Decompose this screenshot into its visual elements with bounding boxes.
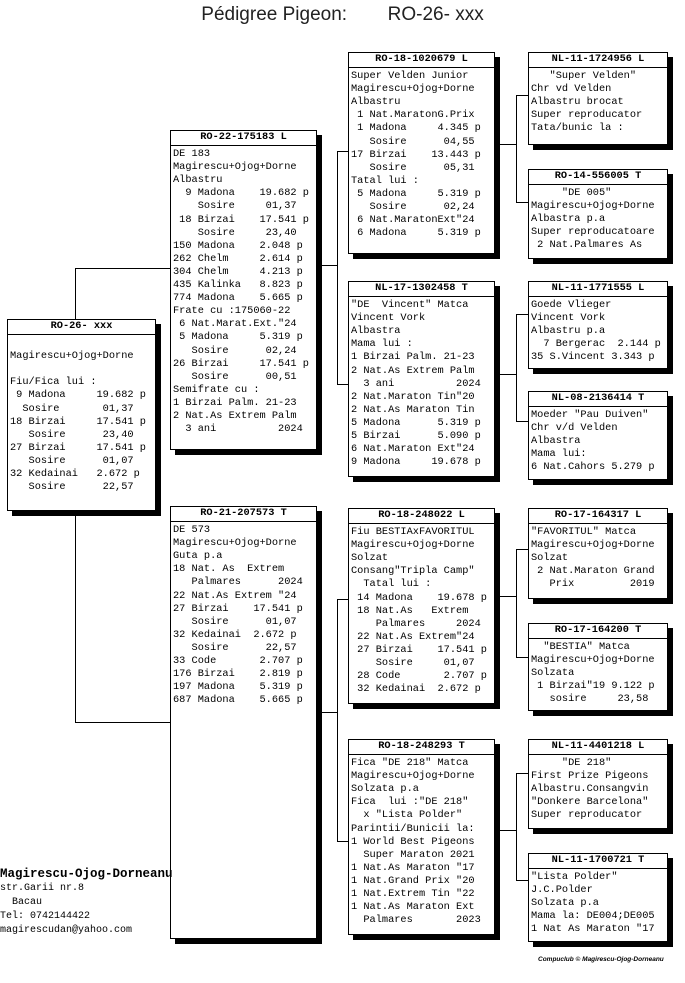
connector: [75, 268, 171, 269]
dam-dam-card: [348, 739, 495, 935]
card-line: 262 Chelm 2.614 p: [173, 252, 303, 265]
card-line: "DE 218": [531, 757, 612, 770]
connector: [516, 773, 517, 880]
card-line: 32 Kedainai 2.672 p: [10, 468, 140, 481]
card-line: Sosire 02,24: [351, 201, 475, 214]
sss-card: [528, 52, 668, 145]
ring-number: NL-08-2136414 T: [529, 392, 667, 407]
card-line: 5 Madona 5.319 p: [351, 187, 481, 200]
card-line: Super reproducator: [531, 109, 643, 122]
owner-info: [0, 866, 173, 938]
card-line: 14 Madona 19.678 p: [351, 591, 487, 604]
card-line: 3 ani 2024: [351, 377, 481, 390]
card-line: Sosire 01,37: [10, 402, 134, 415]
card-line: Albastru.Consangvin: [531, 783, 649, 796]
card-line: sosire 23,58: [531, 693, 649, 706]
card-line: 27 Birzai 17.541 p: [173, 602, 303, 615]
card-line: 1 Birzai Palm. 21-23: [173, 396, 297, 409]
card-line: 18 Nat. As Extrem: [173, 563, 285, 576]
card-line: Sosire 00,51: [173, 370, 297, 383]
card-line: Solzat: [351, 552, 389, 565]
card-line: Chr vd Velden: [531, 83, 612, 96]
card-line: 1 Nat.As Maraton "17: [351, 861, 475, 874]
connector: [516, 549, 517, 657]
dam-sire-card: [348, 508, 495, 704]
connector: [75, 268, 76, 320]
card-line: First Prize Pigeons: [531, 770, 649, 783]
card-line: "DE Vincent" Matca: [351, 299, 469, 312]
owner-phone: Tel: 0742144422: [0, 911, 91, 922]
ring-number: RO-17-164200 T: [529, 624, 667, 639]
ring-number: RO-21-207573 T: [171, 507, 316, 522]
card-line: Sosire 01,07: [10, 454, 134, 467]
card-line: 18 Nat.As Extrem: [351, 604, 469, 617]
card-line: Magirescu+Ojog+Dorne: [351, 539, 475, 552]
card-line: 774 Madona 5.665 p: [173, 292, 303, 305]
card-line: Goede Vlieger: [531, 299, 612, 312]
card-line: 28 Code 2.707 p: [351, 670, 487, 683]
owner-email: magirescudan@yahoo.com: [0, 925, 133, 936]
card-line: Vincent Vork: [351, 312, 426, 325]
card-line: 1 Nat As Maraton "17: [531, 923, 655, 936]
card-line: Sosire 04,55: [351, 135, 475, 148]
card-line: Albastra: [531, 435, 581, 448]
card-line: 197 Madona 5.319 p: [173, 681, 303, 694]
card-line: 32 Kedainai 2.672 p: [351, 683, 481, 696]
title-ring: RO-26- xxx: [387, 4, 484, 25]
connector: [337, 599, 338, 841]
card-line: 2 Nat.Maraton Grand: [531, 565, 655, 578]
sire-card: [170, 130, 317, 450]
card-line: Guta p.a: [173, 550, 223, 563]
card-line: 1 Nat.Grand Prix "20: [351, 874, 475, 887]
card-line: Solzat: [531, 552, 569, 565]
card-line: Frate cu :175060-22: [173, 305, 291, 318]
card-line: 5 Madona 5.319 p: [173, 331, 303, 344]
card-line: 1 Birzai Palm. 21-23: [351, 351, 475, 364]
card-line: Palmares 2024: [351, 617, 481, 630]
card-line: 22 Nat.As Extrem"24: [351, 630, 475, 643]
card-line: Consang"Tripla Camp": [351, 565, 475, 578]
card-line: Palmares 2023: [351, 914, 481, 927]
card-line: "Donkere Barcelona": [531, 796, 649, 809]
connector: [75, 510, 76, 722]
ring-number: RO-22-175183 L: [171, 131, 316, 146]
dsd-card: [528, 623, 668, 711]
card-line: [10, 337, 155, 350]
connector: [75, 722, 171, 723]
dam-card: [170, 506, 317, 939]
card-line: Super Velden Junior: [351, 70, 469, 83]
card-line: 33 Code 2.707 p: [173, 655, 303, 668]
card-line: Chr v/d Velden: [531, 422, 618, 435]
card-line: Albastra: [351, 325, 401, 338]
card-line: Fica lui :"DE 218": [351, 796, 469, 809]
ddd-card: [528, 853, 668, 942]
card-line: Magirescu+Ojog+Dorne: [351, 83, 475, 96]
card-line: 17 Birzai 13.443 p: [351, 148, 481, 161]
connector: [516, 314, 517, 421]
footer-credit: Compuclub © Magirescu-Ojog-Dorneanu: [538, 956, 664, 963]
card-line: Moeder "Pau Duiven": [531, 409, 649, 422]
card-line: 1 Birzai"19 9.122 p: [531, 680, 655, 693]
card-line: Albastru brocat: [531, 96, 624, 109]
card-line: Super Maraton 2021: [351, 848, 475, 861]
card-line: Sosire 22,57: [10, 481, 134, 494]
card-line: 1 Nat.MaratonG.Prix: [351, 109, 475, 122]
card-line: Sosire 02,24: [173, 344, 297, 357]
sire-sire-card: [348, 52, 495, 254]
card-line: Tatal lui :: [351, 174, 419, 187]
card-line: 6 Nat.Maraton Ext"24: [351, 443, 475, 456]
card-line: 6 Nat.Cahors 5.279 p: [531, 461, 655, 474]
card-line: Mama lui :: [351, 338, 413, 351]
subject-pigeon-card: [7, 319, 156, 511]
sdd-card: [528, 391, 668, 480]
card-line: Solzata p.a: [531, 897, 599, 910]
title-label: Pédigree Pigeon:: [201, 4, 348, 25]
ring-number: NL-11-1771555 L: [529, 282, 667, 297]
card-line: Solzata p.a: [351, 783, 419, 796]
card-line: Sosire 23,40: [173, 226, 297, 239]
connector: [494, 374, 516, 375]
ring-number: RO-18-248293 T: [349, 740, 494, 755]
card-line: Albastru: [351, 96, 401, 109]
card-line: 2 Nat.As Maraton Tin: [351, 403, 475, 416]
owner-address: str.Garii nr.8: [0, 883, 85, 894]
card-line: Sosire 05,31: [351, 161, 475, 174]
card-line: Sosire 01,07: [173, 615, 297, 628]
card-line: 1 Nat.As Maraton Ext: [351, 901, 475, 914]
card-line: Fiu/Fica lui :: [10, 376, 97, 389]
ring-number: NL-11-1700721 T: [529, 854, 667, 869]
card-line: Albastru p.a: [531, 325, 606, 338]
card-line: Vincent Vork: [531, 312, 606, 325]
card-line: Solzata: [531, 667, 575, 680]
card-line: 687 Madona 5.665 p: [173, 694, 303, 707]
card-line: 2 Nat.As Extrem Palm: [173, 409, 297, 422]
card-line: Magirescu+Ojog+Dorne: [531, 539, 655, 552]
card-line: 6 Nat.MaratonExt"24: [351, 214, 475, 227]
card-line: 7 Bergerac 2.144 p: [531, 338, 661, 351]
card-line: DE 183: [173, 148, 211, 161]
card-line: "BESTIA" Matca: [531, 641, 630, 654]
owner-name: Magirescu-Ojog-Dorneanu: [0, 867, 173, 881]
card-line: 32 Kedainai 2.672 p: [173, 628, 297, 641]
card-line: 9 Madona 19.682 p: [173, 187, 309, 200]
card-line: Sosire 01,37: [173, 200, 297, 213]
card-line: Sosire 23,40: [10, 428, 134, 441]
ring-number: RO-26- xxx: [8, 320, 155, 335]
card-line: 150 Madona 2.048 p: [173, 239, 303, 252]
card-line: Albastru: [173, 174, 223, 187]
card-line: "Lista Polder": [531, 871, 618, 884]
card-line: Fica "DE 218" Matca: [351, 757, 469, 770]
card-line: "FAVORITUL" Matca: [531, 526, 637, 539]
card-line: Albastra p.a: [531, 213, 606, 226]
card-line: Tata/bunic la :: [531, 122, 624, 135]
connector: [337, 151, 338, 384]
ring-number: RO-14-556005 T: [529, 170, 667, 185]
dds-card: [528, 739, 668, 829]
card-line: 18 Birzai 17.541 p: [10, 415, 146, 428]
card-line: Prix 2019: [531, 578, 655, 591]
card-line: Magirescu+Ojog+Dorne: [10, 350, 134, 363]
card-line: Tatal lui :: [351, 578, 432, 591]
card-line: 2 Nat.Palmares As: [531, 239, 643, 252]
ring-number: NL-11-1724956 L: [529, 53, 667, 68]
card-line: Sosire 01,07: [351, 657, 475, 670]
card-line: 18 Birzai 17.541 p: [173, 213, 309, 226]
ssd-card: [528, 169, 668, 259]
card-line: DE 573: [173, 524, 211, 537]
card-line: 27 Birzai 17.541 p: [351, 643, 487, 656]
card-line: Magirescu+Ojog+Dorne: [351, 770, 475, 783]
card-line: Fiu BESTIAxFAVORITUL: [351, 526, 475, 539]
ring-number: RO-18-248022 L: [349, 509, 494, 524]
card-line: 1 World Best Pigeons: [351, 835, 475, 848]
card-line: 304 Chelm 4.213 p: [173, 265, 303, 278]
connector: [516, 95, 517, 202]
card-line: 3 ani 2024: [173, 423, 303, 436]
owner-city: Bacau: [0, 897, 43, 908]
card-line: Semifrate cu :: [173, 383, 260, 396]
card-line: Parintii/Bunicii la:: [351, 822, 475, 835]
card-line: 1 Nat.Extrem Tin "22: [351, 888, 475, 901]
card-line: Magirescu+Ojog+Dorne: [531, 654, 655, 667]
card-line: 26 Birzai 17.541 p: [173, 357, 309, 370]
card-line: Magirescu+Ojog+Dorne: [173, 161, 297, 174]
sds-card: [528, 281, 668, 369]
card-line: 6 Nat.Marat.Ext."24: [173, 318, 297, 331]
card-line: Mama lui:: [531, 448, 587, 461]
ring-number: RO-17-164317 L: [529, 509, 667, 524]
card-line: 35 S.Vincent 3.343 p: [531, 351, 655, 364]
card-line: 9 Madona 19.678 p: [351, 456, 481, 469]
card-line: 22 Nat.As Extrem "24: [173, 589, 297, 602]
card-line: "Super Velden": [531, 70, 637, 83]
connector: [494, 144, 516, 145]
page-title: [0, 4, 685, 26]
connector: [494, 830, 516, 831]
sire-dam-card: [348, 281, 495, 477]
ring-number: NL-11-4401218 L: [529, 740, 667, 755]
card-line: Super reproducatoare: [531, 226, 655, 239]
card-line: J.C.Polder: [531, 884, 593, 897]
card-line: 5 Madona 5.319 p: [351, 416, 481, 429]
card-line: x "Lista Polder": [351, 809, 463, 822]
card-line: Palmares 2024: [173, 576, 303, 589]
ring-number: NL-17-1302458 T: [349, 282, 494, 297]
card-line: 2 Nat.As Extrem Palm: [351, 364, 475, 377]
card-line: Mama la: DE004;DE005: [531, 910, 655, 923]
card-line: Magirescu+Ojog+Dorne: [173, 537, 297, 550]
connector: [316, 712, 337, 713]
dss-card: [528, 508, 668, 599]
connector: [494, 596, 516, 597]
card-line: [10, 363, 155, 376]
card-line: Magirescu+Ojog+Dorne: [531, 200, 655, 213]
card-line: 2 Nat.Maraton Tin"20: [351, 390, 475, 403]
card-line: 27 Birzai 17.541 p: [10, 441, 146, 454]
card-line: Super reproducator: [531, 809, 643, 822]
card-line: 9 Madona 19.682 p: [10, 389, 146, 402]
card-line: 435 Kalinka 8.823 p: [173, 279, 303, 292]
card-line: 6 Madona 5.319 p: [351, 227, 481, 240]
card-line: 5 Birzai 5.090 p: [351, 430, 481, 443]
card-line: Sosire 22,57: [173, 641, 297, 654]
ring-number: RO-18-1020679 L: [349, 53, 494, 68]
card-line: 176 Birzai 2.819 p: [173, 668, 303, 681]
card-line: "DE 005": [531, 187, 612, 200]
connector: [316, 265, 337, 266]
card-line: 1 Madona 4.345 p: [351, 122, 481, 135]
